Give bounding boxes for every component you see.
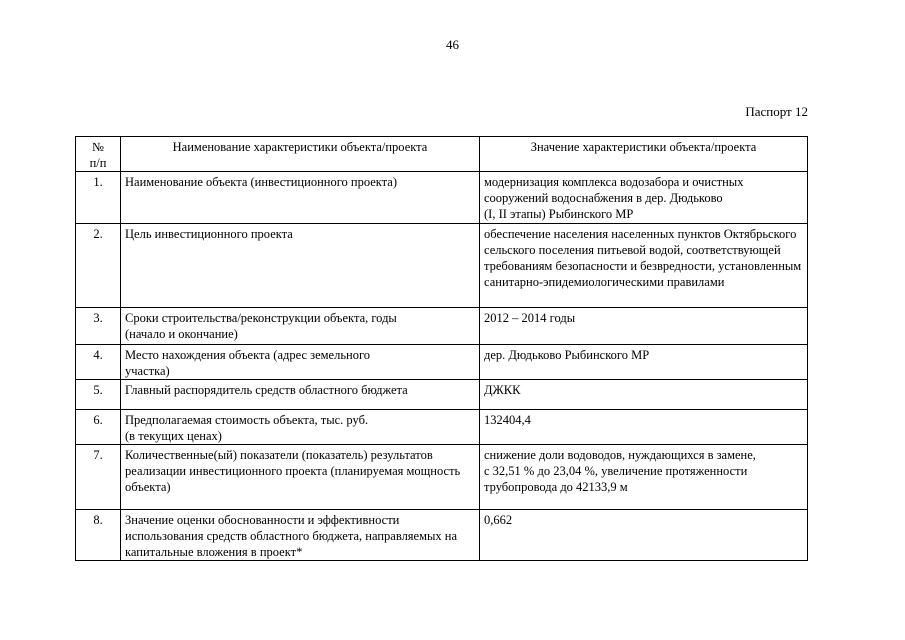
row-num: 6. bbox=[76, 410, 121, 445]
row-num: 5. bbox=[76, 380, 121, 410]
row-value: 0,662 bbox=[480, 510, 808, 561]
row-num: 2. bbox=[76, 224, 121, 308]
table-row bbox=[76, 345, 808, 380]
page-number: 46 bbox=[446, 37, 459, 52]
row-name: Главный распорядитель средств областного бюджета bbox=[121, 380, 480, 410]
row-num: 7. bbox=[76, 445, 121, 510]
header-name: Наименование характеристики объекта/проекта bbox=[121, 137, 480, 172]
row-value: 2012 – 2014 годы bbox=[480, 308, 808, 345]
table-row bbox=[76, 224, 808, 308]
passport-label: Паспорт 12 bbox=[745, 104, 808, 119]
row-value: модернизация комплекса водозабора и очистных сооружений водоснабжения в дер. Дюдьково (I, II этапы) Рыбинского МР bbox=[480, 172, 808, 224]
passport-table bbox=[75, 136, 808, 561]
row-name: Сроки строительства/реконструкции объекта, годы (начало и окончание) bbox=[121, 308, 480, 345]
row-name: Наименование объекта (инвестиционного проекта) bbox=[121, 172, 480, 224]
row-value: ДЖКК bbox=[480, 380, 808, 410]
row-num: 4. bbox=[76, 345, 121, 380]
row-value: дер. Дюдьково Рыбинского МР bbox=[480, 345, 808, 380]
table-row bbox=[76, 308, 808, 345]
row-value: 132404,4 bbox=[480, 410, 808, 445]
row-num: 3. bbox=[76, 308, 121, 345]
row-value: снижение доли водоводов, нуждающихся в замене, с 32,51 % до 23,04 %, увеличение протяженности трубопровода до 42133,9 м bbox=[480, 445, 808, 510]
table-row bbox=[76, 445, 808, 510]
row-name: Предполагаемая стоимость объекта, тыс. руб. (в текущих ценах) bbox=[121, 410, 480, 445]
table-row bbox=[76, 380, 808, 410]
row-num: 8. bbox=[76, 510, 121, 561]
row-name: Цель инвестиционного проекта bbox=[121, 224, 480, 308]
header-num: № п/п bbox=[76, 137, 121, 172]
header-value: Значение характеристики объекта/проекта bbox=[480, 137, 808, 172]
table-row bbox=[76, 510, 808, 561]
row-name: Место нахождения объекта (адрес земельного участка) bbox=[121, 345, 480, 380]
row-name: Количественные(ый) показатели (показатель) результатов реализации инвестиционного проекта (планируемая мощность объекта) bbox=[121, 445, 480, 510]
table-row bbox=[76, 410, 808, 445]
table-header-row bbox=[76, 137, 808, 172]
table-row bbox=[76, 172, 808, 224]
row-name: Значение оценки обоснованности и эффективности использования средств областного бюджета, направляемых на капитальные вложения в проект* bbox=[121, 510, 480, 561]
row-num: 1. bbox=[76, 172, 121, 224]
row-value: обеспечение населения населенных пунктов Октябрьского сельского поселения питьевой водой, соответствующей требованиям безопасности и безвредности, установленным санитарно-эпидемиологическими правилами bbox=[480, 224, 808, 308]
